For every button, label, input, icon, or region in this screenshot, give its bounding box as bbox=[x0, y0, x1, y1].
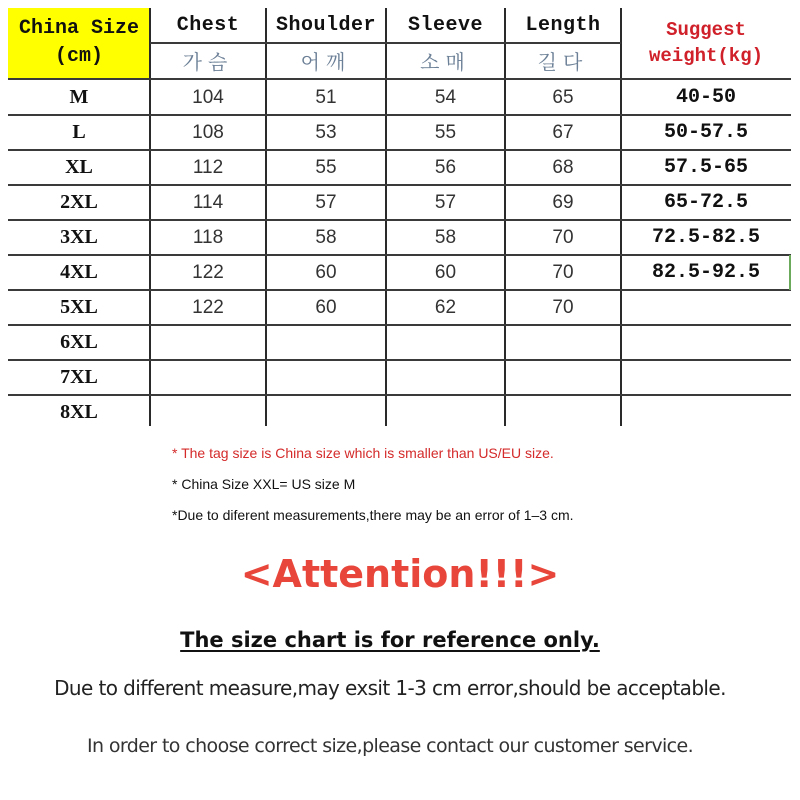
shoulder-value bbox=[266, 325, 386, 360]
suggested-weight-value bbox=[621, 395, 791, 430]
suggested-weight-value: 65-72.5 bbox=[663, 191, 748, 214]
chest-value: 122 bbox=[192, 261, 224, 283]
size-label: 2XL bbox=[60, 191, 98, 213]
note-size-conversion: * China Size XXL= US size M bbox=[172, 476, 356, 492]
row-divider bbox=[8, 359, 791, 361]
sleeve-value: 58 bbox=[434, 226, 457, 248]
column-divider bbox=[504, 8, 506, 426]
sleeve-value: 55 bbox=[434, 121, 457, 143]
shoulder-value: 51 bbox=[315, 86, 337, 108]
sleeve-value: 60 bbox=[434, 261, 457, 283]
suggested-weight-value: 82.5-92.5 bbox=[651, 261, 761, 284]
suggested-weight-value: 57.5-65 bbox=[663, 156, 748, 179]
length-value: 69 bbox=[552, 191, 574, 213]
shoulder-value: 58 bbox=[315, 226, 337, 248]
suggested-weight-value: 40-50 bbox=[675, 86, 736, 109]
column-header-length: Length bbox=[525, 14, 601, 37]
unit-label: (cm) bbox=[54, 45, 103, 68]
disclaimer-error: Due to different measure,may exsit 1-3 cm error,should be acceptable. bbox=[54, 676, 726, 700]
suggested-weight-value: 50-57.5 bbox=[663, 121, 748, 144]
header-bottom-divider bbox=[8, 78, 791, 80]
column-divider bbox=[149, 8, 151, 426]
weight-kg-label: weight(kg) bbox=[648, 45, 764, 67]
suggested-weight-value bbox=[621, 325, 791, 360]
column-header-chest: Chest bbox=[176, 14, 240, 37]
shoulder-value: 55 bbox=[315, 156, 337, 178]
shoulder-value: 60 bbox=[315, 296, 337, 318]
shoulder-value: 53 bbox=[315, 121, 337, 143]
china-size-label: China Size bbox=[18, 17, 140, 40]
chest-value: 118 bbox=[192, 226, 224, 248]
shoulder-value bbox=[266, 360, 386, 395]
column-header-length-korean: 길다 bbox=[537, 50, 589, 74]
column-divider bbox=[620, 8, 622, 426]
size-label: 8XL bbox=[60, 401, 98, 423]
suggested-weight-value bbox=[621, 360, 791, 395]
note-tag-size: * The tag size is China size which is smaller than US/EU size. bbox=[172, 445, 554, 461]
header-divider bbox=[150, 42, 621, 44]
row-divider bbox=[8, 114, 791, 116]
suggested-weight-value: 72.5-82.5 bbox=[651, 226, 761, 249]
size-label: 6XL bbox=[60, 331, 98, 353]
length-value: 70 bbox=[552, 226, 574, 248]
sleeve-value: 62 bbox=[434, 296, 457, 318]
chest-value: 112 bbox=[192, 156, 224, 178]
column-header-shoulder: Shoulder bbox=[275, 14, 376, 37]
size-notes bbox=[172, 440, 772, 533]
sleeve-value bbox=[386, 395, 505, 430]
suggest-weight-header bbox=[621, 8, 791, 78]
size-label: 4XL bbox=[60, 261, 98, 283]
chest-value: 108 bbox=[192, 121, 224, 143]
size-label: 3XL bbox=[60, 226, 98, 248]
shoulder-value: 57 bbox=[315, 191, 337, 213]
china-size-header bbox=[8, 8, 150, 78]
shoulder-value bbox=[266, 395, 386, 430]
chest-value bbox=[150, 325, 266, 360]
sleeve-value: 54 bbox=[434, 86, 457, 108]
column-header-chest-korean: 가슴 bbox=[182, 50, 234, 74]
note-measurement-error: *Due to diferent measurements,there may be an error of 1–3 cm. bbox=[172, 507, 574, 523]
length-value bbox=[505, 395, 621, 430]
reference-only-text: The size chart is for reference only. bbox=[180, 628, 600, 652]
sleeve-value: 57 bbox=[434, 191, 457, 213]
length-value: 67 bbox=[552, 121, 574, 143]
row-divider bbox=[8, 324, 791, 326]
size-label: 5XL bbox=[60, 296, 98, 318]
row-divider bbox=[8, 219, 791, 221]
cell-selection-edge bbox=[789, 255, 791, 290]
reference-only-note bbox=[0, 628, 780, 652]
size-label: M bbox=[69, 86, 89, 108]
size-label: 7XL bbox=[60, 366, 98, 388]
length-value bbox=[505, 360, 621, 395]
shoulder-value: 60 bbox=[315, 261, 337, 283]
size-chart-table bbox=[8, 8, 791, 426]
size-label: L bbox=[72, 121, 86, 143]
row-divider bbox=[8, 289, 791, 291]
disclaimer-contact: In order to choose correct size,please contact our customer service. bbox=[86, 735, 694, 757]
size-label: XL bbox=[65, 156, 93, 178]
row-divider bbox=[8, 254, 791, 256]
chest-value: 104 bbox=[192, 86, 224, 108]
column-header-shoulder-korean: 어깨 bbox=[300, 50, 352, 74]
sleeve-value: 56 bbox=[434, 156, 457, 178]
length-value: 70 bbox=[552, 296, 574, 318]
row-divider bbox=[8, 149, 791, 151]
sleeve-value bbox=[386, 325, 505, 360]
attention-heading: <Attention!!!> bbox=[240, 552, 560, 596]
length-value: 68 bbox=[552, 156, 574, 178]
length-value: 65 bbox=[552, 86, 574, 108]
row-divider bbox=[8, 394, 791, 396]
chest-value bbox=[150, 360, 266, 395]
sleeve-value bbox=[386, 360, 505, 395]
length-value: 70 bbox=[552, 261, 574, 283]
chest-value bbox=[150, 395, 266, 430]
column-header-sleeve-korean: 소매 bbox=[420, 50, 471, 74]
suggested-weight-value bbox=[621, 290, 791, 325]
chest-value: 114 bbox=[192, 191, 224, 213]
length-value bbox=[505, 325, 621, 360]
column-divider bbox=[385, 8, 387, 426]
row-divider bbox=[8, 184, 791, 186]
suggest-label: Suggest bbox=[666, 19, 746, 41]
column-divider bbox=[265, 8, 267, 426]
chest-value: 122 bbox=[192, 296, 224, 318]
column-header-sleeve: Sleeve bbox=[407, 14, 483, 37]
